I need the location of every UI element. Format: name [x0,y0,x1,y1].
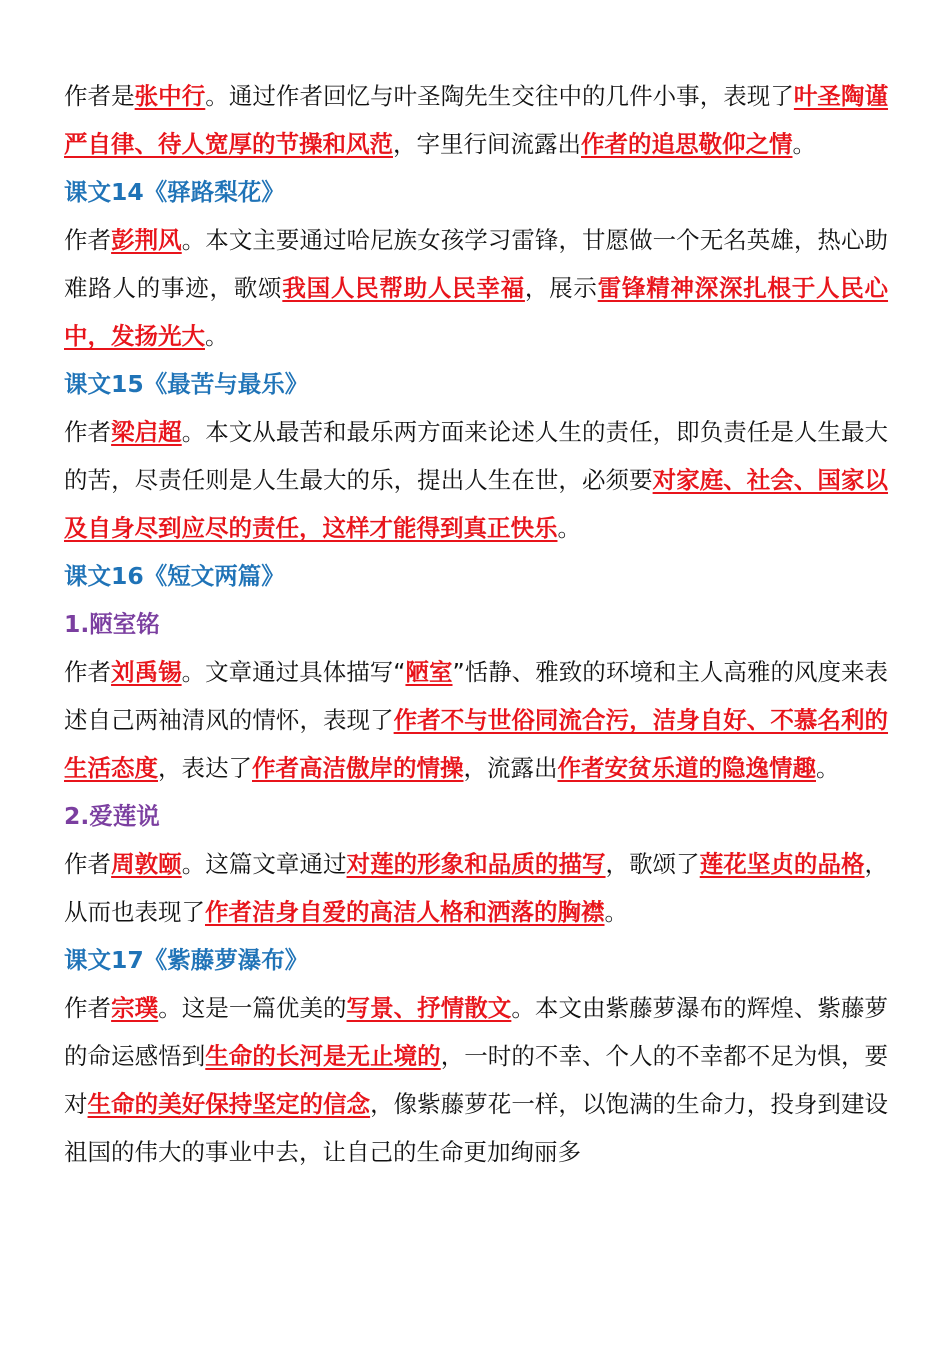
body-text: 作者 [64,418,112,446]
body-text: ，表达了 [158,754,252,782]
highlighted-keyphrase: 生命的美好保持坚定的信念 [87,1090,371,1118]
body-text: 。 [816,754,840,782]
highlighted-keyphrase: 作者安贫乐道的隐逸情趣 [557,754,816,782]
body-text: 。这篇文章通过 [181,850,347,878]
body-text: 。本文主要通过哈尼族女孩学习雷锋，甘愿做一个无名英雄，热心助难路人的事迹，歌颂 [64,226,889,302]
highlighted-keyphrase: 生命的长河是无止境的 [205,1042,441,1070]
lesson-14-heading: 课文14《驿路梨花》 [64,178,285,206]
body-text: 。本文由紫藤萝瀑布的辉煌、紫藤萝的命运感悟到 [64,994,889,1070]
document-page [64,72,888,1176]
intro-paragraph [64,72,888,168]
lesson-15-heading: 课文15《最苦与最乐》 [64,370,309,398]
highlighted-keyphrase: 作者洁身自爱的高洁人格和洒落的胸襟 [205,898,605,926]
lesson-16-heading: 课文16《短文两篇》 [64,562,285,590]
body-text: 。 [557,514,581,542]
body-text: 。 [792,130,816,158]
subsection-2-heading: 2.爱莲说 [64,802,160,830]
highlighted-keyphrase: 梁启超 [111,418,182,446]
body-text: ”恬静、雅致的环境和主人高雅的风度来表述自己两袖清风的情怀，表现了 [64,658,889,734]
ai-lian-shuo-paragraph [64,840,888,936]
body-text: ，流露出 [463,754,558,782]
highlighted-keyphrase: 作者高洁傲岸的情操 [252,754,464,782]
highlighted-keyphrase: 刘禹锡 [111,658,182,686]
body-text: 。这是一篇优美的 [158,994,347,1022]
subsection-1-heading: 1.陋室铭 [64,610,160,638]
body-text: 。 [604,898,628,926]
highlighted-keyphrase: 周敦颐 [111,850,182,878]
highlighted-keyphrase: 宗璞 [111,994,159,1022]
body-text: 作者 [64,226,112,254]
body-text: ，字里行间流露出 [393,130,581,158]
body-text: 。 [205,322,229,350]
highlighted-keyphrase: 作者的追思敬仰之情 [581,130,793,158]
highlighted-keyphrase: 作者不与世俗同流合污，洁身自好、不慕名利的生活态度 [64,706,889,782]
body-text: ，歌颂了 [605,850,700,878]
highlighted-keyphrase: 莲花坚贞的品格 [699,850,865,878]
highlighted-keyphrase: 写景、抒情散文 [346,994,512,1022]
body-text: 作者 [64,994,112,1022]
body-text: 。本文从最苦和最乐两方面来论述人生的责任，即负责任是人生最大的苦，尽责任则是人生最大的乐，提出人生在世，必须要 [64,418,889,494]
highlighted-keyphrase: 陋室 [405,658,453,686]
highlighted-keyphrase: 我国人民帮助人民幸福 [282,274,525,302]
highlighted-keyphrase: 雷锋精神深深扎根于人民心中，发扬光大 [64,274,889,350]
body-text: ，一时的不幸、个人的不幸都不足为惧，要对 [64,1042,889,1118]
body-text: 。文章通过具体描写“ [181,658,406,686]
lesson-14-paragraph [64,216,888,360]
lesson-17-paragraph [64,984,888,1176]
body-text: 作者 [64,850,112,878]
body-text: 作者 [64,658,112,686]
lou-shi-ming-paragraph [64,648,888,792]
highlighted-keyphrase: 彭荆风 [111,226,182,254]
lesson-17-heading: 课文17《紫藤萝瀑布》 [64,946,309,974]
body-text: 。通过作者回忆与叶圣陶先生交往中的几件小事，表现了 [205,82,794,110]
body-text: ，像紫藤萝花一样，以饱满的生命力，投身到建设祖国的伟大的事业中去，让自己的生命更加绚丽多 [64,1090,889,1166]
body-text: ，从而也表现了 [64,850,889,926]
highlighted-keyphrase: 张中行 [134,82,206,110]
highlighted-keyphrase: 对家庭、社会、国家以及自身尽到应尽的责任，这样才能得到真正快乐 [64,466,889,542]
lesson-15-paragraph [64,408,888,552]
body-text: ，展示 [524,274,598,302]
highlighted-keyphrase: 叶圣陶谨严自律、待人宽厚的节操和风范 [64,82,889,158]
highlighted-keyphrase: 对莲的形象和品质的描写 [346,850,606,878]
body-text: 作者是 [64,82,135,110]
